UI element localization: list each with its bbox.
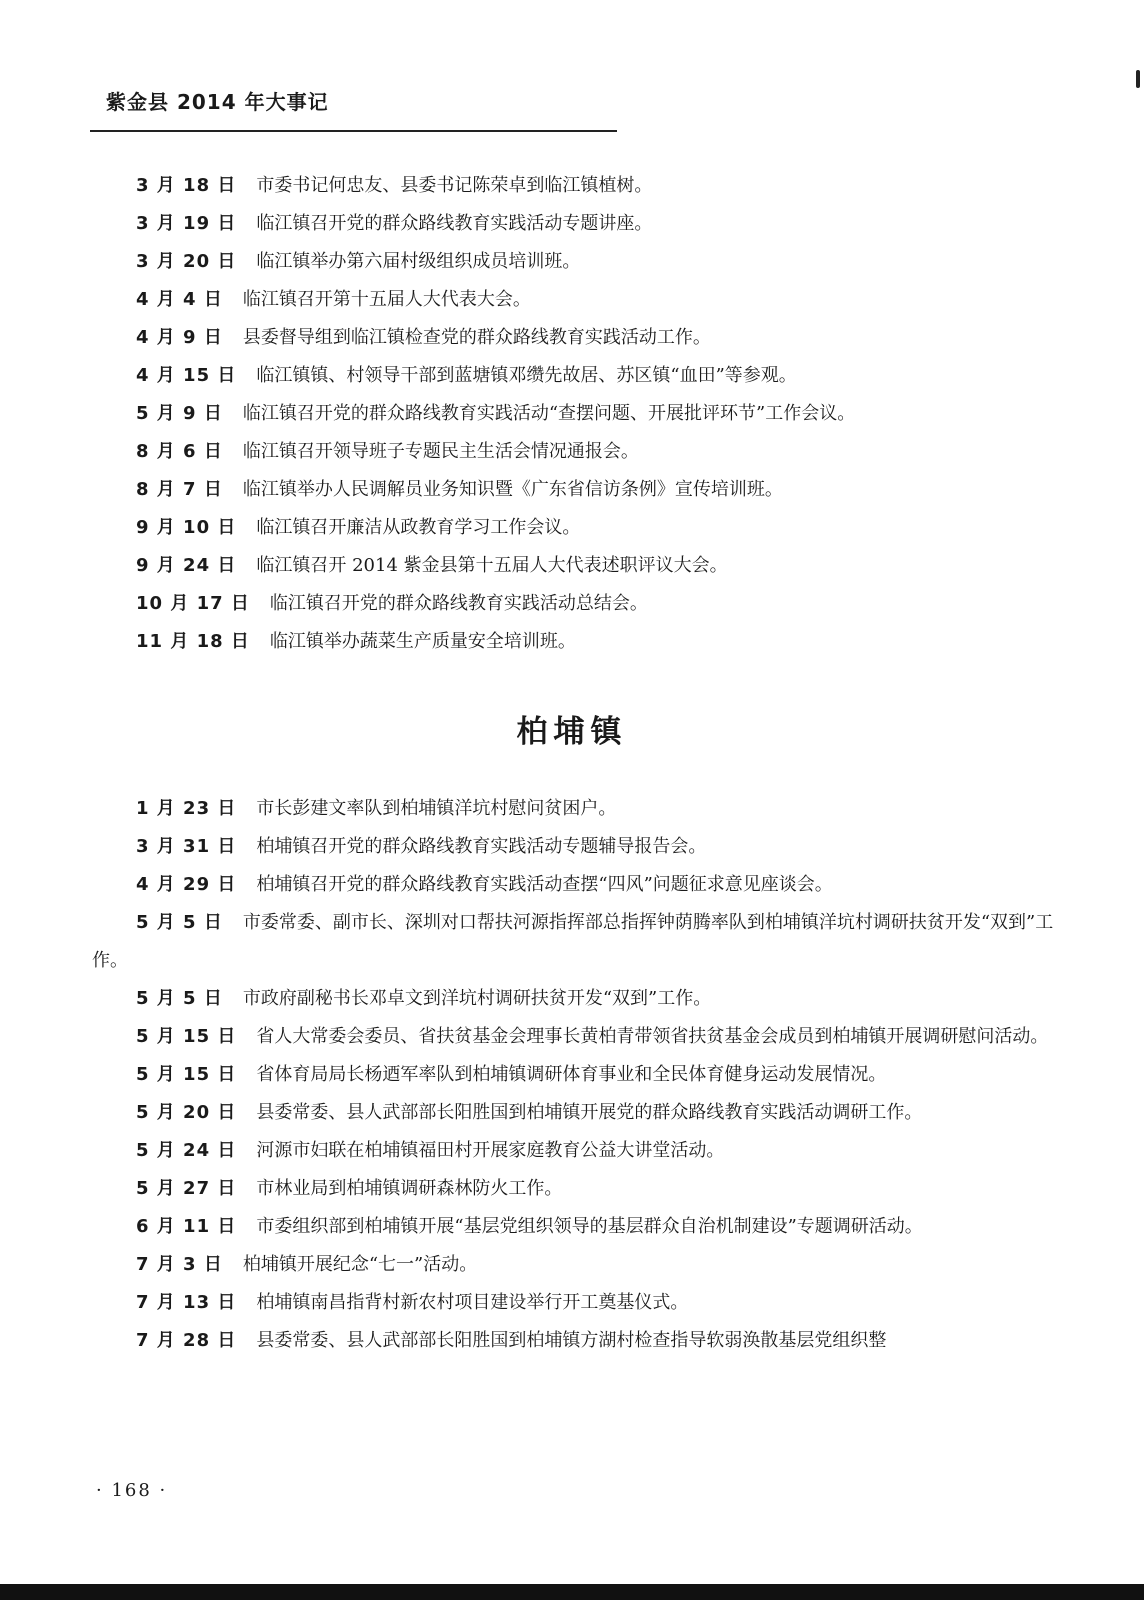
entry-text: 临江镇召开党的群众路线教育实践活动“查摆问题、开展批评环节”工作会议。 bbox=[242, 403, 856, 424]
entry-text: 省人大常委会委员、省扶贫基金会理事长黄柏青带领省扶贫基金会成员到柏埔镇开展调研慰问活动。 bbox=[256, 1026, 1049, 1047]
entry-date: 5 月 5 日 bbox=[136, 912, 223, 933]
chronicle-entry bbox=[0, 980, 1144, 1018]
entry-text: 临江镇召开领导班子专题民主生活会情况通报会。 bbox=[242, 441, 639, 462]
entry-text: 临江镇召开廉洁从政教育学习工作会议。 bbox=[256, 517, 581, 538]
entry-date: 5 月 5 日 bbox=[136, 988, 223, 1009]
entry-text: 柏埔镇南昌指背村新农村项目建设举行开工奠基仪式。 bbox=[256, 1292, 689, 1313]
entry-text: 临江镇举办人民调解员业务知识暨《广东省信访条例》宣传培训班。 bbox=[242, 479, 783, 500]
entry-date: 6 月 11 日 bbox=[136, 1216, 237, 1237]
entry-date: 5 月 24 日 bbox=[136, 1140, 237, 1161]
chronicle-entry bbox=[0, 1208, 1144, 1246]
chronicle-entry bbox=[0, 1170, 1144, 1208]
chronicle-entry bbox=[0, 319, 1144, 357]
entry-date: 4 月 9 日 bbox=[136, 327, 223, 348]
entry-text: 市政府副秘书长邓卓文到洋坑村调研扶贫开发“双到”工作。 bbox=[242, 988, 712, 1009]
entry-text: 县委常委、县人武部部长阳胜国到柏埔镇方湖村检查指导软弱涣散基层党组织整 bbox=[256, 1330, 887, 1351]
chronicle-entry bbox=[0, 1246, 1144, 1284]
chronicle-entry bbox=[0, 433, 1144, 471]
entry-date: 3 月 18 日 bbox=[136, 175, 237, 196]
entry-date: 3 月 19 日 bbox=[136, 213, 237, 234]
entry-date: 3 月 31 日 bbox=[136, 836, 237, 857]
entry-text: 临江镇召开第十五届人大代表大会。 bbox=[242, 289, 531, 310]
chronicle-entry bbox=[0, 585, 1144, 623]
entry-text: 临江镇召开党的群众路线教育实践活动专题讲座。 bbox=[256, 213, 653, 234]
chronicle-entry bbox=[0, 1056, 1144, 1094]
chronicle-entry bbox=[0, 828, 1144, 866]
entry-text: 市委书记何忠友、县委书记陈荣卓到临江镇植树。 bbox=[256, 175, 653, 196]
scan-edge-mark bbox=[1136, 70, 1140, 88]
entry-date: 4 月 29 日 bbox=[136, 874, 237, 895]
entry-text: 临江镇召开党的群众路线教育实践活动总结会。 bbox=[269, 593, 648, 614]
entry-date: 5 月 15 日 bbox=[136, 1026, 237, 1047]
chronicle-entry bbox=[0, 243, 1144, 281]
entry-date: 7 月 3 日 bbox=[136, 1254, 223, 1275]
chronicle-entry bbox=[0, 357, 1144, 395]
chronicle-entry bbox=[0, 281, 1144, 319]
entry-text: 市长彭建文率队到柏埔镇洋坑村慰问贫困户。 bbox=[256, 798, 617, 819]
baipu-entries-list bbox=[0, 790, 1144, 1360]
linjiang-entries-list bbox=[0, 167, 1144, 661]
entry-text: 省体育局局长杨迺军率队到柏埔镇调研体育事业和全民体育健身运动发展情况。 bbox=[256, 1064, 887, 1085]
entry-date: 4 月 15 日 bbox=[136, 365, 237, 386]
entry-text: 河源市妇联在柏埔镇福田村开展家庭教育公益大讲堂活动。 bbox=[256, 1140, 725, 1161]
entry-date: 5 月 27 日 bbox=[136, 1178, 237, 1199]
section-title: 柏埔镇 bbox=[516, 714, 628, 750]
entry-text: 柏埔镇开展纪念“七一”活动。 bbox=[242, 1254, 478, 1275]
entry-date: 1 月 23 日 bbox=[136, 798, 237, 819]
chronicle-entry bbox=[0, 623, 1144, 661]
chronicle-entry bbox=[0, 904, 1144, 980]
chronicle-entry bbox=[0, 1132, 1144, 1170]
chronicle-entry bbox=[0, 1018, 1144, 1056]
entry-date: 4 月 4 日 bbox=[136, 289, 223, 310]
chronicle-entry bbox=[0, 547, 1144, 585]
entry-text: 市委常委、副市长、深圳对口帮扶河源指挥部总指挥钟荫腾率队到柏埔镇洋坑村调研扶贫开发“双到”工作。 bbox=[92, 912, 1054, 971]
entry-text: 临江镇举办蔬菜生产质量安全培训班。 bbox=[269, 631, 576, 652]
entry-text: 市林业局到柏埔镇调研森林防火工作。 bbox=[256, 1178, 563, 1199]
chronicle-entry bbox=[0, 790, 1144, 828]
entry-date: 7 月 13 日 bbox=[136, 1292, 237, 1313]
entry-date: 10 月 17 日 bbox=[136, 593, 250, 614]
entry-date: 8 月 6 日 bbox=[136, 441, 223, 462]
chronicle-entry bbox=[0, 167, 1144, 205]
chronicle-entry bbox=[0, 1322, 1144, 1360]
entry-date: 5 月 20 日 bbox=[136, 1102, 237, 1123]
entry-date: 5 月 9 日 bbox=[136, 403, 223, 424]
chronicle-entry bbox=[0, 205, 1144, 243]
chronicle-entry bbox=[0, 395, 1144, 433]
entry-date: 3 月 20 日 bbox=[136, 251, 237, 272]
entry-text: 临江镇举办第六届村级组织成员培训班。 bbox=[256, 251, 581, 272]
entry-text: 县委督导组到临江镇检查党的群众路线教育实践活动工作。 bbox=[242, 327, 711, 348]
page-number: · 168 · bbox=[96, 1480, 168, 1501]
entry-text: 临江镇召开 2014 紫金县第十五届人大代表述职评议大会。 bbox=[256, 555, 728, 576]
entry-text: 柏埔镇召开党的群众路线教育实践活动查摆“四风”问题征求意见座谈会。 bbox=[256, 874, 833, 895]
chronicle-entry bbox=[0, 471, 1144, 509]
chronicle-entry bbox=[0, 1284, 1144, 1322]
entry-text: 柏埔镇召开党的群众路线教育实践活动专题辅导报告会。 bbox=[256, 836, 707, 857]
entry-text: 县委常委、县人武部部长阳胜国到柏埔镇开展党的群众路线教育实践活动调研工作。 bbox=[256, 1102, 923, 1123]
entry-date: 5 月 15 日 bbox=[136, 1064, 237, 1085]
scan-bottom-bar bbox=[0, 1584, 1144, 1600]
chronicle-entry bbox=[0, 509, 1144, 547]
entry-date: 8 月 7 日 bbox=[136, 479, 223, 500]
entry-date: 9 月 10 日 bbox=[136, 517, 237, 538]
chronicle-entry bbox=[0, 1094, 1144, 1132]
running-header-title: 紫金县 2014 年大事记 bbox=[106, 90, 329, 114]
entry-text: 临江镇镇、村领导干部到蓝塘镇邓缵先故居、苏区镇“血田”等参观。 bbox=[256, 365, 797, 386]
entry-date: 9 月 24 日 bbox=[136, 555, 237, 576]
chronicle-entry bbox=[0, 866, 1144, 904]
entry-date: 7 月 28 日 bbox=[136, 1330, 237, 1351]
header-rule bbox=[90, 130, 617, 132]
entry-text: 市委组织部到柏埔镇开展“基层党组织领导的基层群众自治机制建设”专题调研活动。 bbox=[256, 1216, 923, 1237]
entry-date: 11 月 18 日 bbox=[136, 631, 250, 652]
